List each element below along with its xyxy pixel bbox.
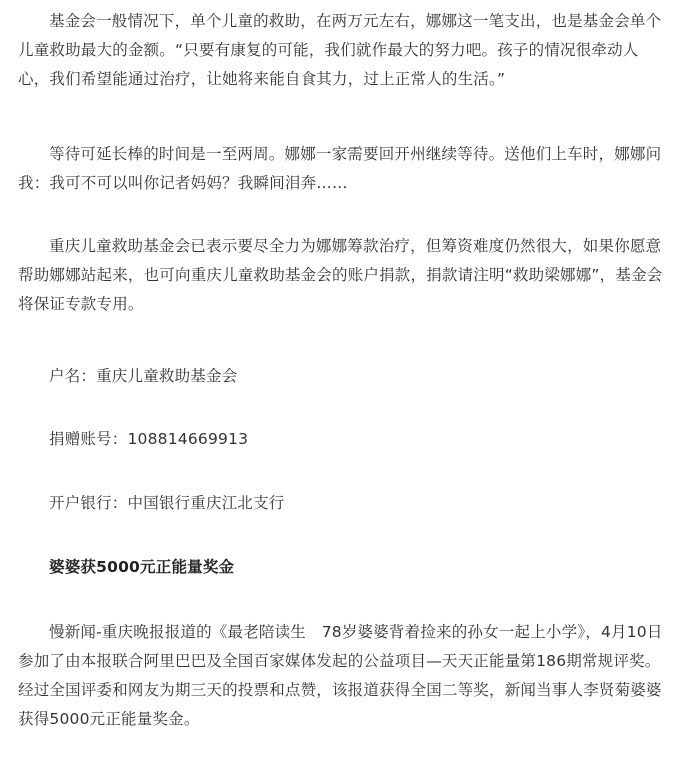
- paragraph-award: 慢新闻-重庆晚报报道的《最老陪读生 78岁婆婆背着捡来的孙女一起上小学》，4月10日参加了由本报联合阿里巴巴及全国百家媒体发起的公益项目—天天正能量第186期常规评奖。经过全国评委和网友为期三天的投票和点赞，该报道获得全国二等奖，新闻当事人李贤菊婆婆获得5000元正能量奖金。: [18, 623, 663, 728]
- bank-name: 开户银行：中国银行重庆江北支行: [49, 494, 285, 512]
- account-number: 捐赠账号：108814669913: [49, 430, 249, 448]
- paragraph-waiting: 等待可延长棒的时间是一至两周。娜娜一家需要回开州继续等待。送他们上车时，娜娜问我：我可不可以叫你记者妈妈？我瞬间泪奔……: [18, 145, 662, 192]
- account-name: 户名：重庆儿童救助基金会: [49, 367, 238, 385]
- paragraph-foundation-statement: 基金会一般情况下，单个儿童的救助，在两万元左右，娜娜这一笔支出，也是基金会单个儿童救助最大的金额。“只要有康复的可能，我们就作最大的努力吧。孩子的情况很牵动人心，我们希望能通过治疗，让她将来能自食其力，过上正常人的生活。”: [18, 12, 662, 88]
- paragraph-donation-appeal: 重庆儿童救助基金会已表示要尽全力为娜娜筹款治疗，但筹资难度仍然很大，如果你愿意帮助娜娜站起来，也可向重庆儿童救助基金会的账户捐款，捐款请注明“救助梁娜娜”，基金会将保证专款专用。: [18, 237, 663, 313]
- section-heading: 婆婆获5000元正能量奖金: [49, 558, 235, 576]
